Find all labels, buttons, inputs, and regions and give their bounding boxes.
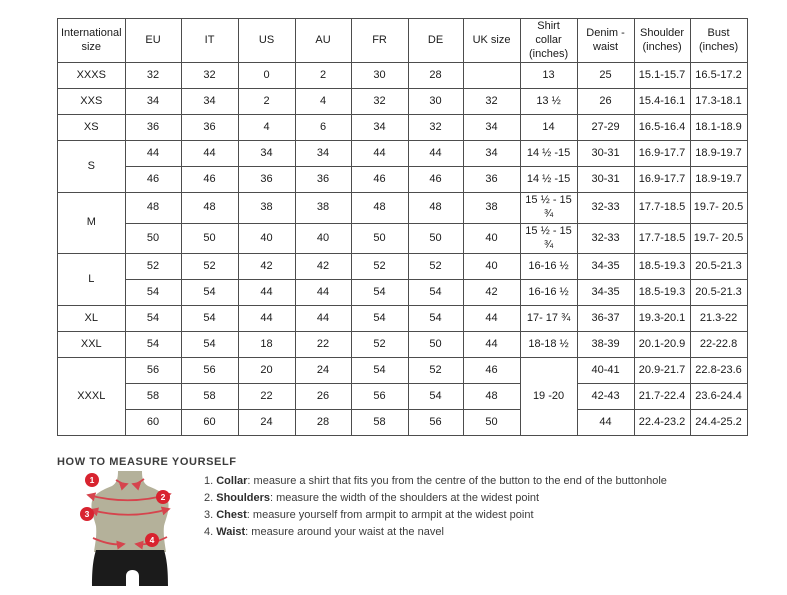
table-cell: 16.5-17.2 [690, 63, 747, 89]
table-cell: 44 [238, 306, 295, 332]
table-cell: 16.9-17.7 [634, 141, 690, 167]
column-header: EU [125, 19, 181, 63]
table-cell: 48 [181, 193, 238, 224]
table-cell: 36 [181, 115, 238, 141]
table-cell: 50 [463, 410, 520, 436]
table-cell: 2 [295, 63, 351, 89]
column-header: AU [295, 19, 351, 63]
column-header: UK size [463, 19, 520, 63]
table-cell: 44 [238, 280, 295, 306]
table-cell: 44 [295, 306, 351, 332]
table-cell: 15 ½ - 15 ¾ [520, 193, 577, 224]
how-to-measure-section [57, 456, 787, 595]
column-header: Bust (inches) [690, 19, 747, 63]
table-cell: 54 [408, 306, 463, 332]
table-cell: 34 [238, 141, 295, 167]
table-cell: L [58, 254, 126, 306]
table-cell: 15.4-16.1 [634, 89, 690, 115]
instruction-number: 1. [204, 475, 217, 488]
instruction-label: Shoulders [216, 492, 271, 505]
table-cell: 46 [463, 358, 520, 384]
table-cell: 50 [408, 223, 463, 254]
table-cell: 20.1-20.9 [634, 332, 690, 358]
table-cell: 32 [408, 115, 463, 141]
table-row [58, 306, 748, 332]
svg-text:3: 3 [84, 509, 90, 520]
table-cell: 22.8-23.6 [690, 358, 747, 384]
table-cell: 20 [238, 358, 295, 384]
instruction-item [204, 507, 667, 524]
table-cell: 19 -20 [520, 358, 577, 436]
table-cell: 18 [238, 332, 295, 358]
table-cell: 13 [520, 63, 577, 89]
instruction-text: : measure the width of the shoulders at the widest point [270, 492, 540, 505]
instruction-item [204, 524, 667, 541]
table-cell: 38-39 [577, 332, 634, 358]
table-cell: 32 [351, 89, 408, 115]
table-cell: 54 [125, 306, 181, 332]
table-cell: 32 [125, 63, 181, 89]
table-cell: 44 [463, 332, 520, 358]
table-cell: S [58, 141, 126, 193]
column-header: Denim - waist [577, 19, 634, 63]
table-cell: 22-22.8 [690, 332, 747, 358]
table-cell: 34-35 [577, 254, 634, 280]
table-cell: 54 [408, 384, 463, 410]
table-cell: 34 [463, 115, 520, 141]
header-row [58, 19, 748, 63]
table-cell: 54 [125, 280, 181, 306]
section-title: HOW TO MEASURE YOURSELF [57, 456, 237, 469]
table-cell: 36 [295, 167, 351, 193]
instruction-number: 2. [204, 492, 217, 505]
table-cell: 58 [125, 384, 181, 410]
svg-text:1: 1 [89, 475, 95, 486]
table-cell: 30-31 [577, 167, 634, 193]
instruction-label: Chest [216, 509, 247, 522]
table-cell: 60 [181, 410, 238, 436]
table-cell: 23.6-24.4 [690, 384, 747, 410]
table-cell: 40 [463, 223, 520, 254]
svg-text:2: 2 [160, 492, 166, 503]
table-row [58, 89, 748, 115]
table-cell: 15 ½ - 15 ¾ [520, 223, 577, 254]
column-header: FR [351, 19, 408, 63]
table-cell: 16.5-16.4 [634, 115, 690, 141]
table-cell: 36-37 [577, 306, 634, 332]
table-cell: 18.5-19.3 [634, 280, 690, 306]
table-row [58, 410, 748, 436]
table-cell: 46 [181, 167, 238, 193]
table-row [58, 384, 748, 410]
table-cell: 22 [238, 384, 295, 410]
table-cell: 44 [295, 280, 351, 306]
column-header: International size [58, 19, 126, 63]
table-row [58, 332, 748, 358]
table-cell: 42 [463, 280, 520, 306]
table-row [58, 141, 748, 167]
table-cell: 19.3-20.1 [634, 306, 690, 332]
table-cell: 52 [408, 358, 463, 384]
table-row [58, 358, 748, 384]
table-cell: 48 [463, 384, 520, 410]
instruction-text: : measure a shirt that fits you from the centre of the button to the end of the buttonhole [247, 475, 667, 488]
table-cell: 52 [408, 254, 463, 280]
marker-2 [156, 490, 170, 504]
table-cell: 48 [351, 193, 408, 224]
column-header: Shirt collar (inches) [520, 19, 577, 63]
table-cell: 32 [181, 63, 238, 89]
table-cell: 58 [181, 384, 238, 410]
measure-instructions [204, 473, 667, 541]
table-cell: 50 [351, 223, 408, 254]
table-cell: 44 [408, 141, 463, 167]
table-cell: 40 [295, 223, 351, 254]
table-cell: 46 [125, 167, 181, 193]
table-cell: 24.4-25.2 [690, 410, 747, 436]
table-cell: XXL [58, 332, 126, 358]
table-cell: 4 [295, 89, 351, 115]
marker-1 [85, 473, 99, 487]
table-cell: 20.5-21.3 [690, 280, 747, 306]
table-cell: 0 [238, 63, 295, 89]
table-cell: 54 [351, 358, 408, 384]
table-cell: 16-16 ½ [520, 280, 577, 306]
table-cell: 32-33 [577, 193, 634, 224]
table-cell: 26 [295, 384, 351, 410]
mannequin-illustration [66, 468, 190, 595]
table-cell: 56 [351, 384, 408, 410]
table-row [58, 167, 748, 193]
table-cell: 30 [351, 63, 408, 89]
table-cell: 44 [125, 141, 181, 167]
table-cell: XL [58, 306, 126, 332]
table-cell: 50 [408, 332, 463, 358]
table-cell: 42 [238, 254, 295, 280]
table-cell: 50 [125, 223, 181, 254]
table-row [58, 223, 748, 254]
table-cell: 25 [577, 63, 634, 89]
table-cell: 52 [181, 254, 238, 280]
table-cell: 2 [238, 89, 295, 115]
table-cell: 21.3-22 [690, 306, 747, 332]
table-cell: 34 [295, 141, 351, 167]
table-cell: 44 [351, 141, 408, 167]
table-cell: XXS [58, 89, 126, 115]
table-cell: XXXL [58, 358, 126, 436]
table-cell: 17.7-18.5 [634, 223, 690, 254]
table-cell: 38 [295, 193, 351, 224]
table-cell: XXXS [58, 63, 126, 89]
table-row [58, 115, 748, 141]
mannequin-figure-svg [66, 468, 190, 590]
table-cell: 42 [295, 254, 351, 280]
table-cell: 22 [295, 332, 351, 358]
table-cell: 58 [351, 410, 408, 436]
instruction-item [204, 490, 667, 507]
svg-text:4: 4 [149, 535, 155, 546]
table-cell: 48 [408, 193, 463, 224]
instruction-text: : measure around your waist at the navel [245, 526, 444, 539]
table-cell: 54 [125, 332, 181, 358]
size-guide-page [0, 18, 787, 584]
table-cell: 54 [181, 332, 238, 358]
table-cell: 42-43 [577, 384, 634, 410]
table-cell: 30 [408, 89, 463, 115]
table-cell: 14 ½ -15 [520, 167, 577, 193]
table-cell: 44 [181, 141, 238, 167]
table-cell: 34-35 [577, 280, 634, 306]
table-cell: 28 [408, 63, 463, 89]
table-cell: 34 [463, 141, 520, 167]
size-chart-table [57, 18, 748, 436]
table-cell: 36 [463, 167, 520, 193]
instruction-number: 3. [204, 509, 217, 522]
table-cell: 38 [238, 193, 295, 224]
table-row [58, 193, 748, 224]
table-cell: 60 [125, 410, 181, 436]
table-cell: 44 [463, 306, 520, 332]
table-cell: 16.9-17.7 [634, 167, 690, 193]
table-cell: 32 [463, 89, 520, 115]
table-row [58, 254, 748, 280]
table-cell: 36 [238, 167, 295, 193]
table-cell: 18.9-19.7 [690, 167, 747, 193]
table-cell: 30-31 [577, 141, 634, 167]
table-cell: 56 [181, 358, 238, 384]
table-cell: 54 [181, 280, 238, 306]
table-cell: 52 [125, 254, 181, 280]
instruction-label: Waist [216, 526, 246, 539]
table-cell: 24 [238, 410, 295, 436]
table-cell: 22.4-23.2 [634, 410, 690, 436]
table-cell: 18.9-19.7 [690, 141, 747, 167]
table-cell: 54 [351, 280, 408, 306]
table-cell: 54 [181, 306, 238, 332]
column-header: US [238, 19, 295, 63]
table-cell: 16-16 ½ [520, 254, 577, 280]
table-cell: 32-33 [577, 223, 634, 254]
table-cell: 40 [238, 223, 295, 254]
table-cell: 36 [125, 115, 181, 141]
table-cell: 50 [181, 223, 238, 254]
table-row [58, 280, 748, 306]
table-cell: 38 [463, 193, 520, 224]
table-cell: 26 [577, 89, 634, 115]
table-cell: 48 [125, 193, 181, 224]
column-header: IT [181, 19, 238, 63]
instruction-text: : measure yourself from armpit to armpit at the widest point [246, 509, 534, 522]
table-cell: 46 [351, 167, 408, 193]
table-cell [463, 63, 520, 89]
table-cell: XS [58, 115, 126, 141]
table-cell: 21.7-22.4 [634, 384, 690, 410]
instruction-item [204, 473, 667, 490]
table-cell: 18.5-19.3 [634, 254, 690, 280]
mannequin-shorts [92, 550, 168, 586]
table-cell: 18-18 ½ [520, 332, 577, 358]
table-cell: 19.7- 20.5 [690, 223, 747, 254]
table-cell: 6 [295, 115, 351, 141]
marker-3 [80, 507, 94, 521]
table-cell: 56 [408, 410, 463, 436]
table-cell: 17.7-18.5 [634, 193, 690, 224]
marker-4 [145, 533, 159, 547]
table-cell: 14 [520, 115, 577, 141]
table-cell: 56 [125, 358, 181, 384]
table-cell: 54 [408, 280, 463, 306]
table-row [58, 63, 748, 89]
table-cell: 20.5-21.3 [690, 254, 747, 280]
table-cell: 40-41 [577, 358, 634, 384]
table-cell: 34 [125, 89, 181, 115]
table-cell: 46 [408, 167, 463, 193]
table-cell: M [58, 193, 126, 254]
table-cell: 14 ½ -15 [520, 141, 577, 167]
table-cell: 34 [351, 115, 408, 141]
table-cell: 18.1-18.9 [690, 115, 747, 141]
column-header: Shoulder (inches) [634, 19, 690, 63]
table-cell: 4 [238, 115, 295, 141]
table-cell: 13 ½ [520, 89, 577, 115]
table-cell: 52 [351, 254, 408, 280]
table-cell: 27-29 [577, 115, 634, 141]
table-cell: 40 [463, 254, 520, 280]
table-cell: 19.7- 20.5 [690, 193, 747, 224]
table-cell: 24 [295, 358, 351, 384]
column-header: DE [408, 19, 463, 63]
table-cell: 20.9-21.7 [634, 358, 690, 384]
table-cell: 17.3-18.1 [690, 89, 747, 115]
table-cell: 28 [295, 410, 351, 436]
table-cell: 54 [351, 306, 408, 332]
table-cell: 17- 17 ¾ [520, 306, 577, 332]
table-cell: 15.1-15.7 [634, 63, 690, 89]
table-cell: 34 [181, 89, 238, 115]
table-cell: 52 [351, 332, 408, 358]
instruction-label: Collar [216, 475, 248, 488]
table-cell: 44 [577, 410, 634, 436]
instruction-number: 4. [204, 526, 217, 539]
